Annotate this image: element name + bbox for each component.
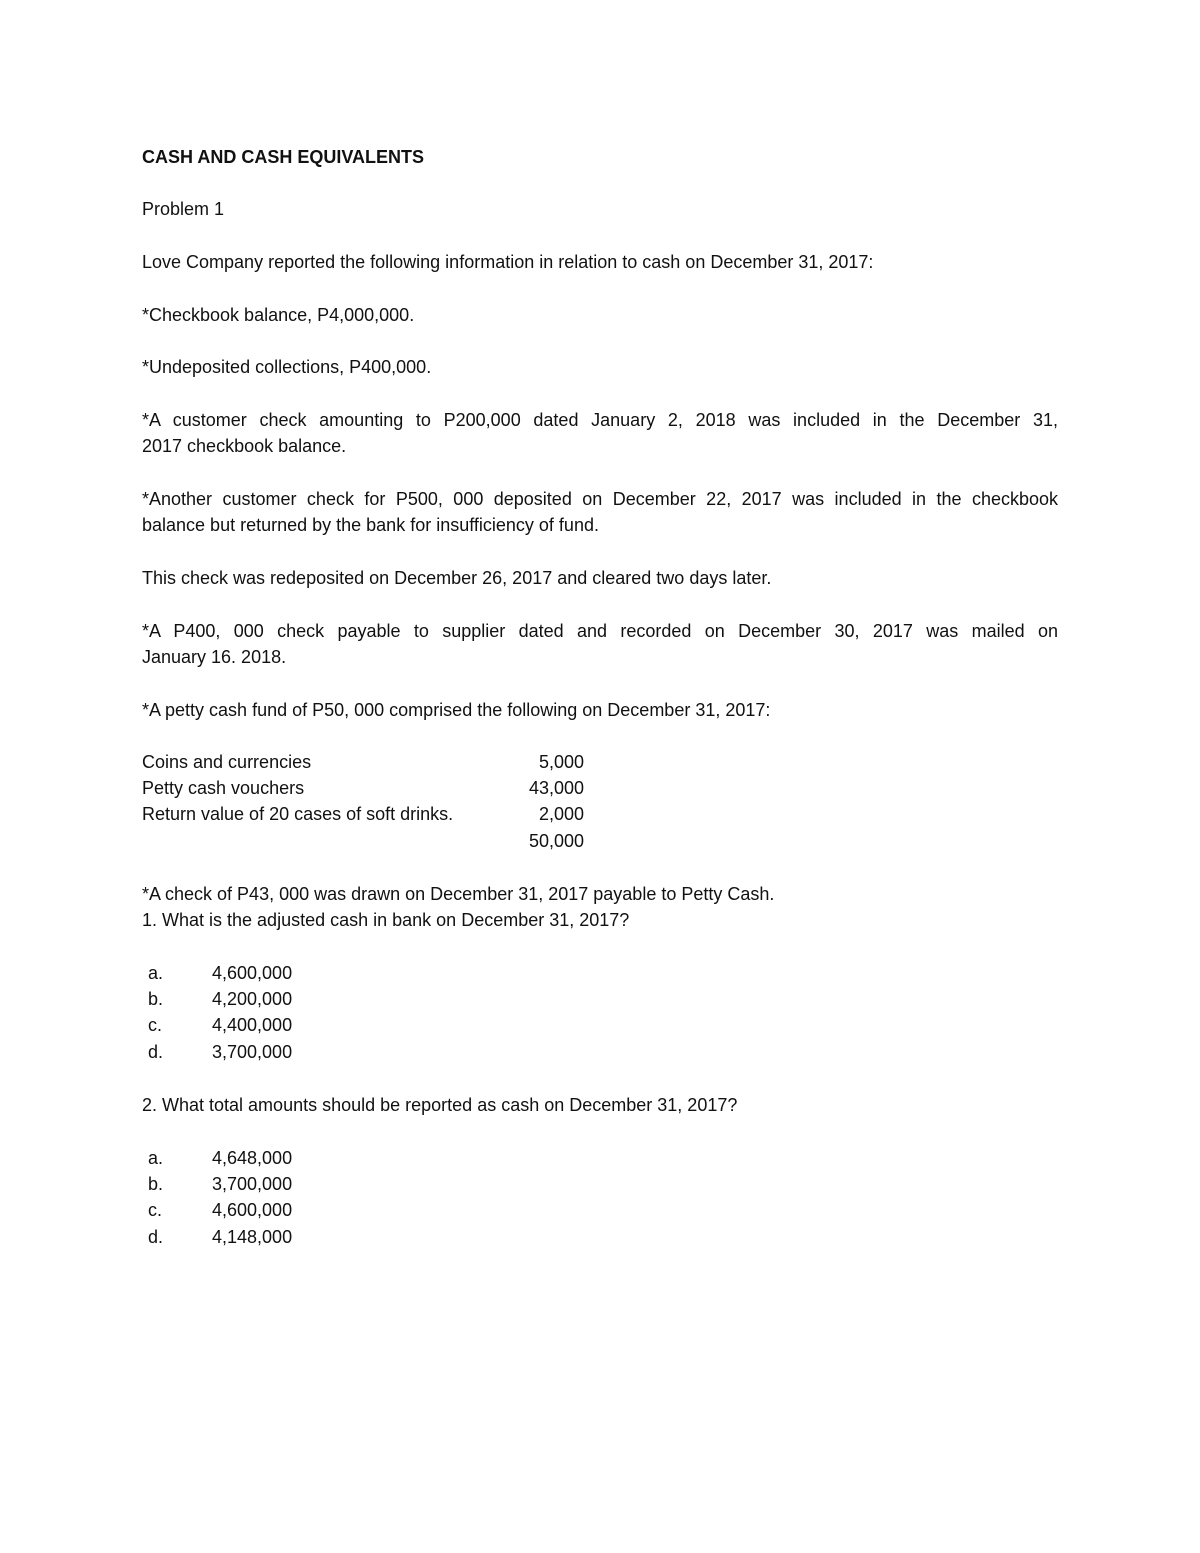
- problem-heading: Problem 1: [142, 199, 225, 219]
- petty-cash-intro: *A petty cash fund of P50, 000 comprised the following on December 31, 2017:: [142, 700, 771, 720]
- option-value: 4,648,000: [212, 1148, 293, 1168]
- redeposited-paragraph: This check was redeposited on December 26, 2017 and cleared two days later.: [142, 568, 772, 588]
- petty-row-label: Coins and currencies: [142, 752, 312, 772]
- petty-row-amount: 2,000: [538, 804, 584, 824]
- option-letter: d.: [148, 1227, 164, 1247]
- petty-drawn-paragraph: *A check of P43, 000 was drawn on December 31, 2017 payable to Petty Cash.: [142, 884, 775, 904]
- petty-row-amount: 5,000: [538, 752, 584, 772]
- option-letter: a.: [148, 1148, 164, 1168]
- petty-total-amount: 50,000: [528, 831, 584, 851]
- option-value: 4,148,000: [212, 1227, 293, 1247]
- undeposited-item: *Undeposited collections, P400,000.: [142, 357, 432, 377]
- supplier-check-line-2: January 16. 2018.: [142, 647, 287, 667]
- document-title: CASH AND CASH EQUIVALENTS: [142, 147, 425, 167]
- supplier-check-line-1: *A P400, 000 check payable to supplier dated and recorded on December 30, 2017 was mailed on: [142, 621, 1058, 641]
- checkbook-item: *Checkbook balance, P4,000,000.: [142, 305, 415, 325]
- option-value: 4,400,000: [212, 1015, 293, 1035]
- option-letter: d.: [148, 1042, 164, 1062]
- customer-check-line-2: 2017 checkbook balance.: [142, 436, 347, 456]
- option-value: 3,700,000: [212, 1042, 293, 1062]
- petty-row-amount: 43,000: [528, 778, 584, 798]
- option-value: 4,600,000: [212, 1200, 293, 1220]
- another-check-line-2: balance but returned by the bank for insufficiency of fund.: [142, 515, 599, 535]
- option-letter: b.: [148, 1174, 164, 1194]
- option-value: 4,200,000: [212, 989, 293, 1009]
- question-2-text: 2. What total amounts should be reported as cash on December 31, 2017?: [142, 1095, 738, 1115]
- option-letter: b.: [148, 989, 164, 1009]
- option-value: 3,700,000: [212, 1174, 293, 1194]
- another-check-line-1: *Another customer check for P500, 000 deposited on December 22, 2017 was included in the checkbook: [142, 489, 1058, 509]
- petty-row-label: Petty cash vouchers: [142, 778, 305, 798]
- option-letter: a.: [148, 963, 164, 983]
- customer-check-line-1: *A customer check amounting to P200,000 dated January 2, 2018 was included in the December 31,: [142, 410, 1058, 430]
- petty-row-label: Return value of 20 cases of soft drinks.: [142, 804, 454, 824]
- option-letter: c.: [148, 1200, 163, 1220]
- intro-paragraph: Love Company reported the following information in relation to cash on December 31, 2017:: [142, 252, 874, 272]
- option-letter: c.: [148, 1015, 163, 1035]
- question-1-text: 1. What is the adjusted cash in bank on December 31, 2017?: [142, 910, 630, 930]
- option-value: 4,600,000: [212, 963, 293, 983]
- document-page: [142, 0, 1058, 1553]
